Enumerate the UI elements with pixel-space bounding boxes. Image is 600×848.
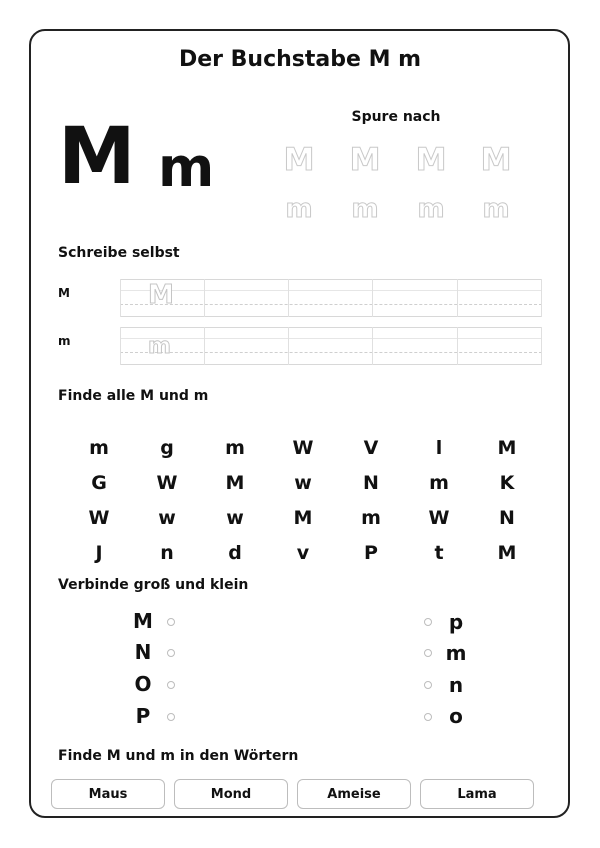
match-right-dot[interactable]	[424, 618, 432, 626]
match-right-dot[interactable]	[424, 649, 432, 657]
trace-upper-letter: M	[283, 142, 315, 178]
match-right-letter: p	[448, 610, 464, 634]
trace-lower-letter: m	[482, 194, 510, 224]
word-button-ameise[interactable]: Ameise	[297, 779, 411, 809]
grid-letter[interactable]: M	[497, 542, 517, 564]
word-button-mond[interactable]: Mond	[174, 779, 288, 809]
writing-lines[interactable]	[120, 327, 542, 365]
grid-letter[interactable]: W	[88, 507, 110, 529]
guide-letter: m	[148, 334, 171, 359]
grid-letter[interactable]: m	[429, 472, 449, 494]
word-button-maus[interactable]: Maus	[51, 779, 165, 809]
grid-letter[interactable]: t	[434, 542, 444, 564]
trace-lower-letter: m	[417, 194, 445, 224]
grid-letter[interactable]: w	[226, 507, 244, 529]
grid-letter[interactable]: d	[228, 542, 242, 564]
grid-letter[interactable]: P	[364, 542, 378, 564]
match-right-letter: o	[449, 704, 463, 728]
grid-letter[interactable]: W	[156, 472, 178, 494]
grid-letter[interactable]: W	[292, 437, 314, 459]
grid-letter[interactable]: m	[361, 507, 381, 529]
match-left-dot[interactable]	[167, 618, 175, 626]
grid-letter[interactable]: G	[91, 472, 107, 494]
match-right-letter: n	[448, 673, 464, 697]
write-section-label: Schreibe selbst	[58, 245, 180, 261]
trace-upper-letter: M	[349, 142, 381, 178]
match-right-letter: m	[445, 641, 467, 665]
word-button-lama[interactable]: Lama	[420, 779, 534, 809]
match-left-dot[interactable]	[167, 713, 175, 721]
grid-letter[interactable]: N	[499, 507, 515, 529]
grid-letter[interactable]: M	[497, 437, 517, 459]
grid-letter[interactable]: w	[294, 472, 312, 494]
trace-section-label: Spure nach	[351, 109, 441, 125]
hero-uppercase-letter: M	[58, 112, 136, 202]
grid-letter[interactable]: K	[499, 472, 515, 494]
trace-upper-letter: M	[415, 142, 447, 178]
match-left-dot[interactable]	[167, 649, 175, 657]
match-right-dot[interactable]	[424, 681, 432, 689]
grid-letter[interactable]: M	[293, 507, 313, 529]
match-right-dot[interactable]	[424, 713, 432, 721]
match-left-letter: M	[133, 609, 153, 633]
trace-upper-letter: M	[480, 142, 512, 178]
find-section-label: Finde alle M und m	[58, 388, 209, 404]
grid-letter[interactable]: N	[363, 472, 379, 494]
match-left-letter: N	[134, 640, 152, 664]
grid-letter[interactable]: l	[435, 437, 443, 459]
match-section-label: Verbinde groß und klein	[58, 577, 249, 593]
grid-letter[interactable]: g	[160, 437, 174, 459]
trace-lower-letter: m	[351, 194, 379, 224]
match-left-letter: O	[134, 672, 152, 696]
grid-letter[interactable]: v	[296, 542, 310, 564]
write-row-label: m	[58, 334, 71, 348]
grid-letter[interactable]: W	[428, 507, 450, 529]
write-row-label: M	[58, 286, 70, 300]
match-left-dot[interactable]	[167, 681, 175, 689]
match-left-letter: P	[135, 704, 151, 728]
grid-letter[interactable]: M	[225, 472, 245, 494]
writing-lines[interactable]	[120, 279, 542, 317]
grid-letter[interactable]: V	[363, 437, 379, 459]
words-section-label: Finde M und m in den Wörtern	[58, 748, 299, 764]
grid-letter[interactable]: m	[89, 437, 109, 459]
trace-lower-letter: m	[285, 194, 313, 224]
grid-letter[interactable]: n	[160, 542, 174, 564]
guide-letter: M	[148, 280, 174, 310]
grid-letter[interactable]: w	[158, 507, 176, 529]
page-title: Der Buchstabe M m	[178, 47, 422, 72]
grid-letter[interactable]: m	[225, 437, 245, 459]
hero-lowercase-letter: m	[158, 136, 215, 199]
grid-letter[interactable]: J	[95, 542, 103, 564]
